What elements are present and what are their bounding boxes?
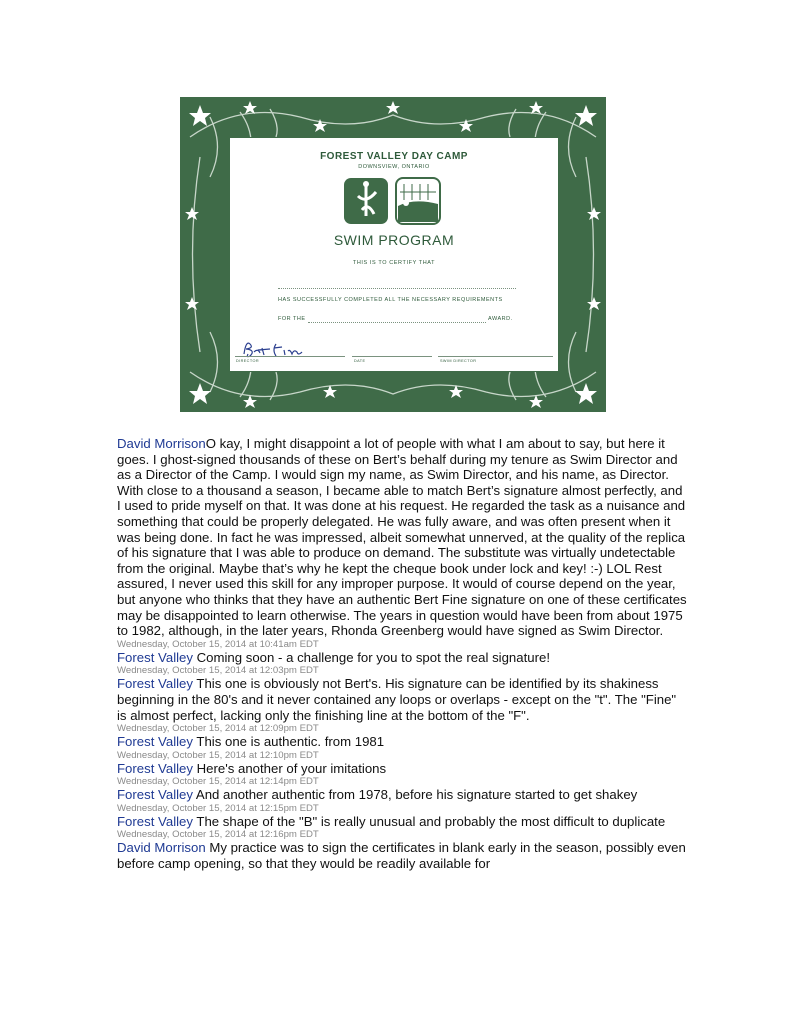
program-title: SWIM PROGRAM [333,232,455,248]
requirements-text: HAS SUCCESSFULLY COMPLETED ALL THE NECESSARY REQUIREMENTS [278,297,503,303]
comment-timestamp: Wednesday, October 15, 2014 at 12:15pm EDT [117,802,319,814]
comment-author[interactable]: Forest Valley [117,787,193,803]
comment-text: The shape of the "B" is really unusual and probably the most difficult to duplicate [192,813,666,829]
certificate-body [229,137,559,372]
camp-name: FOREST VALLEY DAY CAMP [320,151,468,162]
comment-text: My practice was to sign the certificates in blank early in the season, possibly even before camp opening, so that they would be readily available for [117,840,686,872]
swim-director-label: SWIM DIRECTOR [440,359,477,363]
comment-text: This one is authentic. from 1981 [192,734,385,750]
comment [117,761,687,788]
comment [117,787,687,814]
comment [117,436,687,650]
comment-text: O kay, I might disappoint a lot of people with what I am about to say, but here it goes. I ghost-signed thousands of these on Bert’s behalf during my tenure as Swim Director and as a Director of the Camp. I would sign my name, as Swim Director, and his name, as Director. With close to a thousand a season, I became able to match Bert’s signature almost perfectly, and I used to pride myself on that. It was done at his request. He regarded the task as a nuisance and something that could be properly delegated. He was fully aware, and was often present when it was being done. In fact he was impressed, albeit somewhat unnerved, at the quality of the replica of his signature that I was able to produce on demand. The substitute was virtually undetectable from the original. Maybe that’s why he kept the cheque book under lock and key! :-) LOL Rest assured, I never used this skill for any improper purpose. It would of course depend on the year, but anyone who thinks that they have an authentic Bert Fine signature on one of these certificates may be disappointed to learn otherwise. The years in question would have been from about 1975 to 1982, although, in the later years, Rhonda Greenberg would have signed as Swim Director. [117,436,687,639]
swim-director-line [438,356,553,357]
comment-author[interactable]: Forest Valley [117,813,193,829]
comment-timestamp: Wednesday, October 15, 2014 at 12:16pm EDT [117,829,319,841]
comment-text: Here's another of your imitations [192,760,387,776]
comment [117,650,687,677]
comment-text: This one is obviously not Bert's. His signature can be identified by its shakiness beginning in the 80's and it never contained any loops or overlaps - except on the "t". The "Fine" is almost perfect, lacking only the finishing line at the bottom of the "F". [117,676,677,723]
comment-text: Coming soon - a challenge for you to spot the real signature! [192,649,550,665]
comment [117,814,687,841]
award-label: AWARD. [488,316,513,322]
camp-location: DOWNSVIEW, ONTARIO [358,164,430,170]
comment [117,734,687,761]
director-label: DIRECTOR [236,359,259,363]
comment [117,840,687,871]
comment [117,676,687,734]
for-the-label: FOR THE [278,316,306,322]
comment-author[interactable]: David Morrison [117,436,206,451]
director-line [235,356,345,357]
comment-timestamp: Wednesday, October 15, 2014 at 12:03pm EDT [117,665,319,677]
comment-feed [117,436,687,872]
comment-timestamp: Wednesday, October 15, 2014 at 12:09pm EDT [117,723,319,735]
certificate-image [180,97,606,412]
award-line [308,322,486,323]
comment-timestamp: Wednesday, October 15, 2014 at 12:10pm EDT [117,749,319,761]
swim-logos [344,176,444,226]
comment-author[interactable]: David Morrison [117,840,206,856]
comment-author[interactable]: Forest Valley [117,676,193,692]
comment-timestamp: Wednesday, October 15, 2014 at 10:41am EDT [117,638,319,650]
comment-author[interactable]: Forest Valley [117,760,193,776]
date-line [352,356,432,357]
certify-text: THIS IS TO CERTIFY THAT [352,260,436,266]
comment-author[interactable]: Forest Valley [117,734,193,750]
comment-author[interactable]: Forest Valley [117,649,193,665]
name-line [278,288,516,289]
comment-text: And another authentic from 1978, before his signature started to get shakey [192,787,638,803]
comment-timestamp: Wednesday, October 15, 2014 at 12:14pm EDT [117,776,319,788]
date-label: DATE [354,359,366,363]
